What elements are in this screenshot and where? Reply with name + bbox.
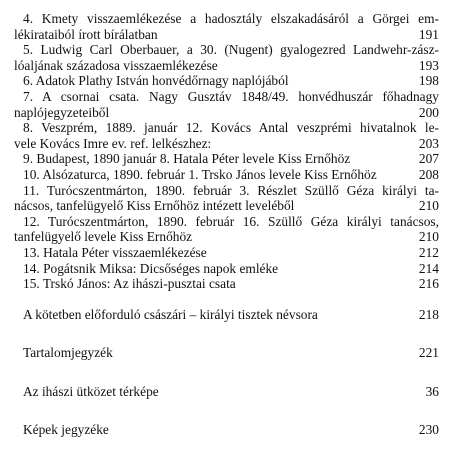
toc-extra-title: Képek jegyzéke — [23, 422, 109, 438]
toc-entry-text: 4. Kmety visszaemlékezése a hadosztály elszakadásáról a Görgei em- — [23, 11, 439, 26]
toc-entry — [14, 11, 444, 42]
toc-entry-text: naplójegyzeteiből — [14, 104, 110, 120]
toc-page-number: 212 — [418, 244, 439, 260]
toc-entry-text: 12. Turócszentmárton, 1890. február 16. Szüllő Géza királyi tanácsos, — [23, 213, 439, 229]
toc-entry-text: 10. Alsózaturca, 1890. február 1. Trsko János levele Kiss Ernőhöz — [23, 166, 377, 182]
toc-entry-text: nácsos, tanfelügyelő Kiss Ernőhöz intézett leveléből — [14, 198, 295, 214]
toc-extra-sections — [14, 307, 444, 438]
toc-page-number: 218 — [418, 306, 439, 322]
toc-entry — [14, 214, 444, 245]
toc-entry — [14, 73, 444, 89]
toc-entry — [14, 261, 444, 277]
toc-page-number: 36 — [425, 383, 439, 399]
toc-page-number: 193 — [418, 57, 439, 73]
toc-extra-title: Az ihászi ütközet térképe — [23, 383, 159, 399]
toc-entry-text: 15. Trskó János: Az ihászi-pusztai csata — [23, 276, 236, 292]
toc-entry — [14, 89, 444, 120]
toc-page-number: 191 — [418, 26, 439, 42]
toc-entry-text: 9. Budapest, 1890 január 8. Hatala Péter levele Kiss Ernőhöz — [23, 151, 351, 167]
toc-entry-text: 6. Adatok Plathy István honvédőrnagy naplójából — [23, 73, 289, 89]
toc-entry-text: 14. Pogátsnik Miksa: Dicsőséges napok emléke — [23, 260, 279, 276]
toc-entry — [14, 42, 444, 73]
toc-extra-entry — [14, 307, 439, 323]
toc-entry — [14, 151, 444, 167]
toc-entry-text: 13. Hatala Péter visszaemlékezése — [23, 244, 207, 260]
toc-entry — [14, 245, 444, 261]
toc-page-number: 210 — [418, 229, 439, 245]
toc-page-number: 210 — [418, 198, 439, 214]
toc-entry — [14, 120, 444, 151]
toc-extra-entry — [14, 422, 439, 438]
toc-entry — [14, 276, 444, 292]
toc-page-number: 214 — [418, 260, 439, 276]
toc-entry-text: 5. Ludwig Carl Oberbauer, a 30. (Nugent) gyalogezred Landwehr-zász- — [23, 42, 439, 58]
toc-extra-title: A kötetben előforduló császári – királyi tisztek névsora — [23, 306, 318, 322]
toc-page-number: 203 — [418, 135, 439, 151]
toc-page-number: 208 — [418, 166, 439, 182]
toc-entry-text: 7. A csornai csata. Nagy Gusztáv 1848/49. honvédhuszár főhadnagy — [23, 88, 439, 104]
toc-entry-text: lékirataiból írott bírálatban — [14, 26, 158, 42]
toc-entry — [14, 183, 444, 214]
toc-extra-entry — [14, 345, 439, 361]
toc-page-number: 230 — [418, 422, 439, 438]
toc-page-number: 200 — [418, 104, 439, 120]
toc-extra-title: Tartalomjegyzék — [23, 345, 113, 361]
toc-page-number: 221 — [418, 345, 439, 361]
toc-extra-entry — [14, 384, 439, 400]
toc-entry-text: vele Kovács Imre ev. ref. lelkészhez: — [14, 135, 212, 151]
toc-entry-text: lóaljának századosa visszaemlékezése — [14, 57, 218, 73]
toc-entry — [14, 167, 444, 183]
toc-entry-text: tanfelügyelő levele Kiss Ernőhöz — [14, 229, 193, 245]
toc-entry-text: 11. Turócszentmárton, 1890. február 3. Részlet Szüllő Géza királyi ta- — [23, 182, 439, 198]
toc-entry-text: 8. Veszprém, 1889. január 12. Kovács Antal veszprémi hivatalnok le- — [23, 120, 439, 136]
toc-page-number: 198 — [418, 73, 439, 89]
toc-page-number: 216 — [418, 276, 439, 292]
toc-page-number: 207 — [418, 151, 439, 167]
